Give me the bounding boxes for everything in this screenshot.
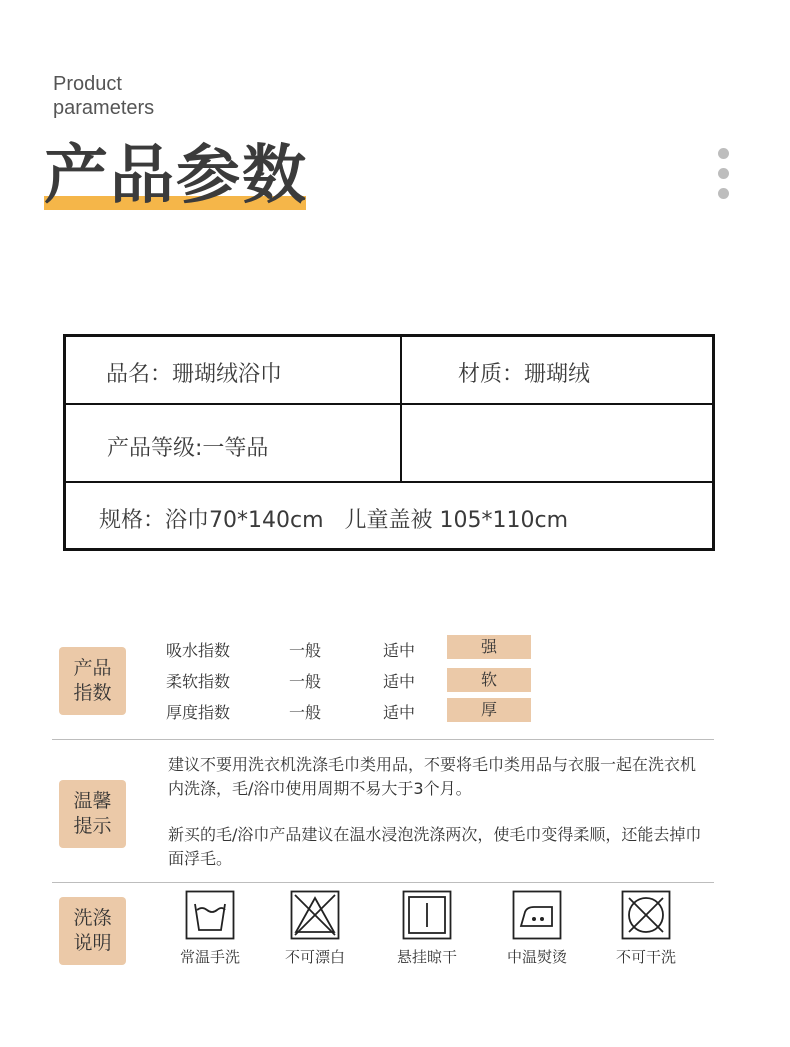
hand-wash-icon: [185, 890, 235, 940]
washing-label: 洗涤 说明: [59, 897, 126, 965]
english-title-line2: parameters: [53, 97, 155, 119]
no-dry-clean-label: 不可干洗: [615, 948, 676, 966]
section-divider-1: [52, 739, 714, 740]
hang-dry-label: 悬挂晾干: [396, 948, 457, 966]
tips-paragraph-2: 新买的毛/浴巾产品建议在温水浸泡洗涤两次，使毛巾变得柔顺，还能去掉巾面浮毛。: [168, 825, 702, 868]
index-row-3-mid: 适中: [383, 703, 416, 722]
index-row-2-high: 软: [447, 668, 531, 692]
english-title: [53, 72, 154, 120]
index-row-2-low: 一般: [289, 672, 322, 691]
product-material: 材质：珊瑚绒: [458, 362, 591, 387]
hang-dry-icon: [402, 890, 452, 940]
wash-item-no-bleach: [280, 890, 350, 967]
product-spec: 规格：浴巾70*140cm 儿童盖被 105*110cm: [99, 508, 568, 533]
spec-table: [63, 334, 715, 551]
no-bleach-label: 不可漂白: [284, 948, 345, 966]
tips-label: 温馨 提示: [59, 780, 126, 848]
table-divider: [400, 337, 402, 483]
page-title: 产品参数: [44, 139, 308, 213]
hand-wash-label: 常温手洗: [179, 948, 240, 966]
section-divider-2: [52, 882, 714, 883]
index-row-1-low: 一般: [289, 641, 322, 660]
index-row-3-high: 厚: [447, 698, 531, 722]
spec-row-1: [66, 337, 712, 405]
iron-medium-label: 中温熨烫: [506, 948, 567, 966]
tips-paragraph-1: 建议不要用洗衣机洗涤毛巾类用品，不要将毛巾类用品与衣服一起在洗衣机内洗涤，毛/浴巾使用周期不易大于3个月。: [168, 755, 697, 798]
index-row-3-name: 厚度指数: [166, 703, 231, 722]
iron-medium-icon: [512, 890, 562, 940]
wash-item-iron-medium: [502, 890, 572, 967]
spec-row-2: [66, 405, 712, 483]
index-row-2-name: 柔软指数: [166, 672, 231, 691]
index-row-1-high: 强: [447, 635, 531, 659]
index-row-3-low: 一般: [289, 703, 322, 722]
product-grade: 产品等级:一等品: [107, 436, 269, 461]
english-title-line1: Product: [53, 73, 122, 95]
more-dots-icon: [718, 148, 729, 208]
indices-label: 产品 指数: [59, 647, 126, 715]
index-row-2-mid: 适中: [383, 672, 416, 691]
no-bleach-icon: [290, 890, 340, 940]
index-row-1-mid: 适中: [383, 641, 416, 660]
product-name: 品名：珊瑚绒浴巾: [106, 362, 283, 387]
chinese-title-block: [44, 138, 308, 218]
wash-item-hang-dry: [392, 890, 462, 967]
index-row-1-name: 吸水指数: [166, 641, 231, 660]
wash-item-hand-wash: [175, 890, 245, 967]
spec-row-3: [66, 483, 712, 548]
wash-item-no-dry-clean: [611, 890, 681, 967]
no-dry-clean-icon: [621, 890, 671, 940]
